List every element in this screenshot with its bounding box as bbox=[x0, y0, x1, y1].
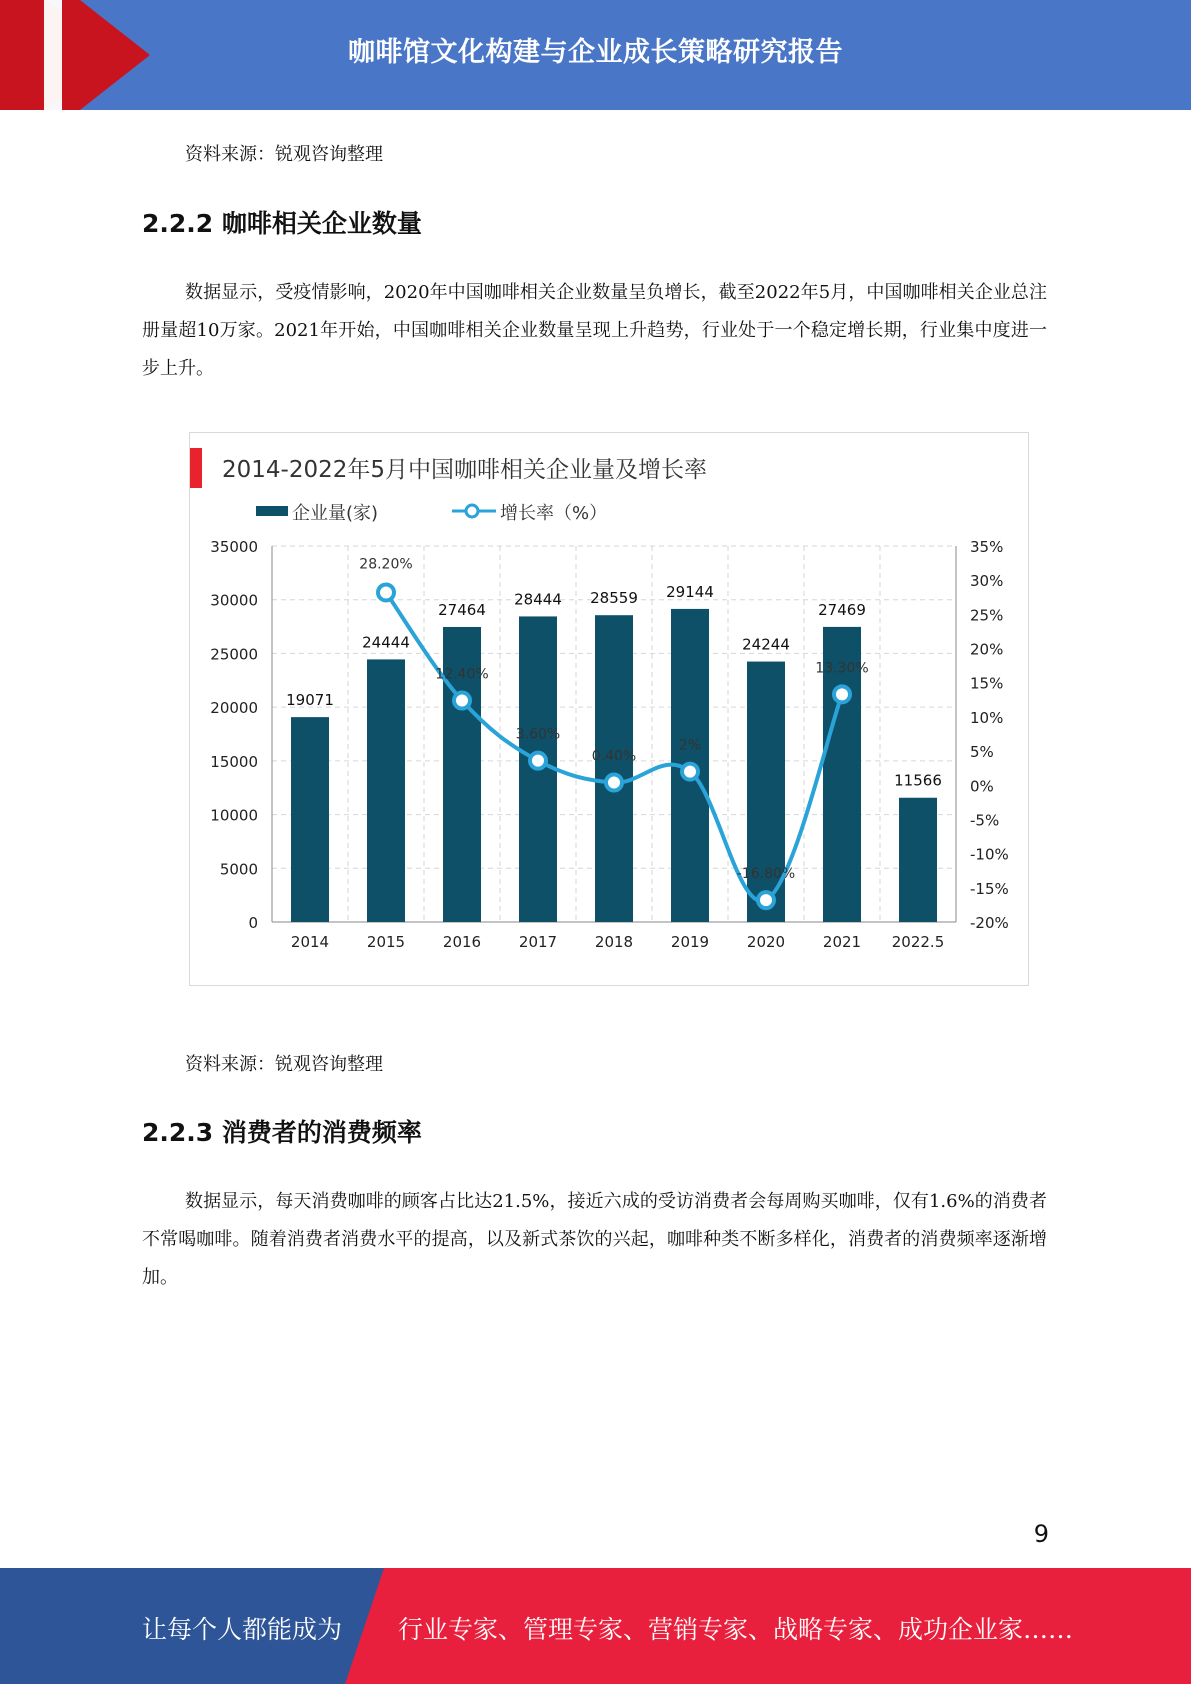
footer-slogan-left: 让每个人都能成为 bbox=[142, 1615, 343, 1644]
section-paragraph-2: 数据显示，每天消费咖啡的顾客占比达21.5%，接近六成的受访消费者会每周购买咖啡，仅有1.6%的消费者不常喝咖啡。随着消费者消费水平的提高，以及新式茶饮的兴起，咖啡种类不断多样化，消费者的消费频率逐渐增加。 bbox=[142, 1191, 1047, 1288]
bar-2014 bbox=[291, 717, 329, 922]
right-axis-tick: 30% bbox=[970, 572, 1004, 591]
growth-rate-point bbox=[758, 892, 774, 908]
legend-line-label: 增长率（%） bbox=[500, 503, 608, 524]
right-axis-tick: -10% bbox=[970, 845, 1009, 864]
growth-rate-label: 2% bbox=[678, 737, 702, 754]
data-source-note: 资料来源：锐观咨询整理 bbox=[185, 144, 383, 165]
section-paragraph: 数据显示，受疫情影响，2020年中国咖啡相关企业数量呈负增长，截至2022年5月，中国咖啡相关企业总注册量超10万家。2021年开始，中国咖啡相关企业数量呈现上升趋势，行业处于一个稳定增长期，行业集中度进一步上升。 bbox=[142, 282, 1047, 379]
left-axis-tick: 15000 bbox=[210, 752, 258, 771]
bar-value-label: 29144 bbox=[666, 582, 714, 601]
growth-rate-point bbox=[454, 693, 470, 709]
bar-2015 bbox=[367, 659, 405, 922]
x-axis-tick: 2020 bbox=[746, 933, 786, 951]
right-axis-tick: 5% bbox=[970, 743, 994, 762]
bar-value-label: 28559 bbox=[590, 589, 638, 608]
left-axis-tick: 30000 bbox=[210, 591, 258, 610]
x-axis-tick: 2015 bbox=[366, 933, 406, 951]
right-axis-tick: -20% bbox=[970, 914, 1009, 932]
bar-value-label: 27464 bbox=[438, 600, 486, 619]
right-axis-tick: 20% bbox=[970, 640, 1004, 659]
growth-rate-point bbox=[606, 775, 622, 791]
growth-rate-point bbox=[682, 764, 698, 780]
left-axis-tick: 35000 bbox=[210, 538, 258, 556]
left-axis-tick: 25000 bbox=[210, 645, 258, 664]
left-axis-tick: 10000 bbox=[210, 806, 258, 825]
chart-title: 2014-2022年5月中国咖啡相关企业量及增长率 bbox=[222, 457, 707, 483]
legend-bar-label: 企业量(家) bbox=[292, 503, 379, 524]
growth-rate-point bbox=[378, 584, 394, 600]
page-number: 9 bbox=[1033, 1520, 1049, 1548]
chart-canvas bbox=[190, 433, 1028, 985]
section-heading-2: 2.2.3 消费者的消费频率 bbox=[142, 1118, 422, 1147]
growth-rate-label: 12.40% bbox=[435, 666, 489, 683]
bar-2018 bbox=[595, 615, 633, 922]
x-axis-tick: 2021 bbox=[822, 933, 862, 951]
bar-value-label: 11566 bbox=[894, 771, 942, 790]
growth-rate-label: -16.80% bbox=[736, 866, 796, 883]
right-axis-tick: 15% bbox=[970, 674, 1004, 693]
right-axis-tick: 25% bbox=[970, 606, 1004, 625]
page-footer bbox=[0, 1568, 1191, 1684]
left-axis-tick: 5000 bbox=[219, 860, 258, 879]
chart-title-accent bbox=[190, 448, 202, 488]
right-axis-tick: -5% bbox=[970, 811, 1000, 830]
enterprise-count-chart bbox=[189, 432, 1029, 986]
left-axis-tick: 0 bbox=[248, 914, 258, 932]
bar-value-label: 24244 bbox=[742, 635, 790, 654]
bar-value-label: 27469 bbox=[818, 600, 866, 619]
x-axis-tick: 2019 bbox=[670, 933, 710, 951]
growth-rate-label: 28.20% bbox=[359, 556, 413, 573]
legend-line-marker bbox=[466, 505, 478, 517]
growth-rate-point bbox=[834, 686, 850, 702]
right-axis-tick: 10% bbox=[970, 708, 1004, 727]
right-axis-tick: 35% bbox=[970, 538, 1004, 556]
bar-value-label: 24444 bbox=[362, 633, 410, 652]
section-heading: 2.2.2 咖啡相关企业数量 bbox=[142, 209, 422, 238]
x-axis-tick: 2014 bbox=[290, 933, 330, 951]
growth-rate-label: 3.60% bbox=[515, 726, 561, 743]
bar-value-label: 28444 bbox=[514, 590, 562, 609]
footer-slogan-right: 行业专家、管理专家、营销专家、战略专家、成功企业家…… bbox=[398, 1615, 1074, 1644]
x-axis-tick: 2016 bbox=[442, 933, 482, 951]
right-axis-tick: -15% bbox=[970, 879, 1009, 898]
report-title: 咖啡馆文化构建与企业成长策略研究报告 bbox=[348, 37, 843, 68]
bar-2022.5 bbox=[899, 798, 937, 922]
legend-bar-swatch bbox=[256, 506, 288, 516]
x-axis-tick: 2017 bbox=[518, 933, 558, 951]
bar-value-label: 19071 bbox=[286, 691, 334, 710]
x-axis-tick: 2022.5 bbox=[891, 933, 945, 951]
x-axis-tick: 2018 bbox=[594, 933, 634, 951]
page-header bbox=[0, 0, 1191, 110]
growth-rate-label: 13.30% bbox=[815, 660, 869, 677]
right-axis-tick: 0% bbox=[970, 777, 994, 796]
growth-rate-label: 0.40% bbox=[591, 748, 637, 765]
data-source-note-2: 资料来源：锐观咨询整理 bbox=[185, 1054, 383, 1075]
growth-rate-point bbox=[530, 753, 546, 769]
left-axis-tick: 20000 bbox=[210, 699, 258, 718]
